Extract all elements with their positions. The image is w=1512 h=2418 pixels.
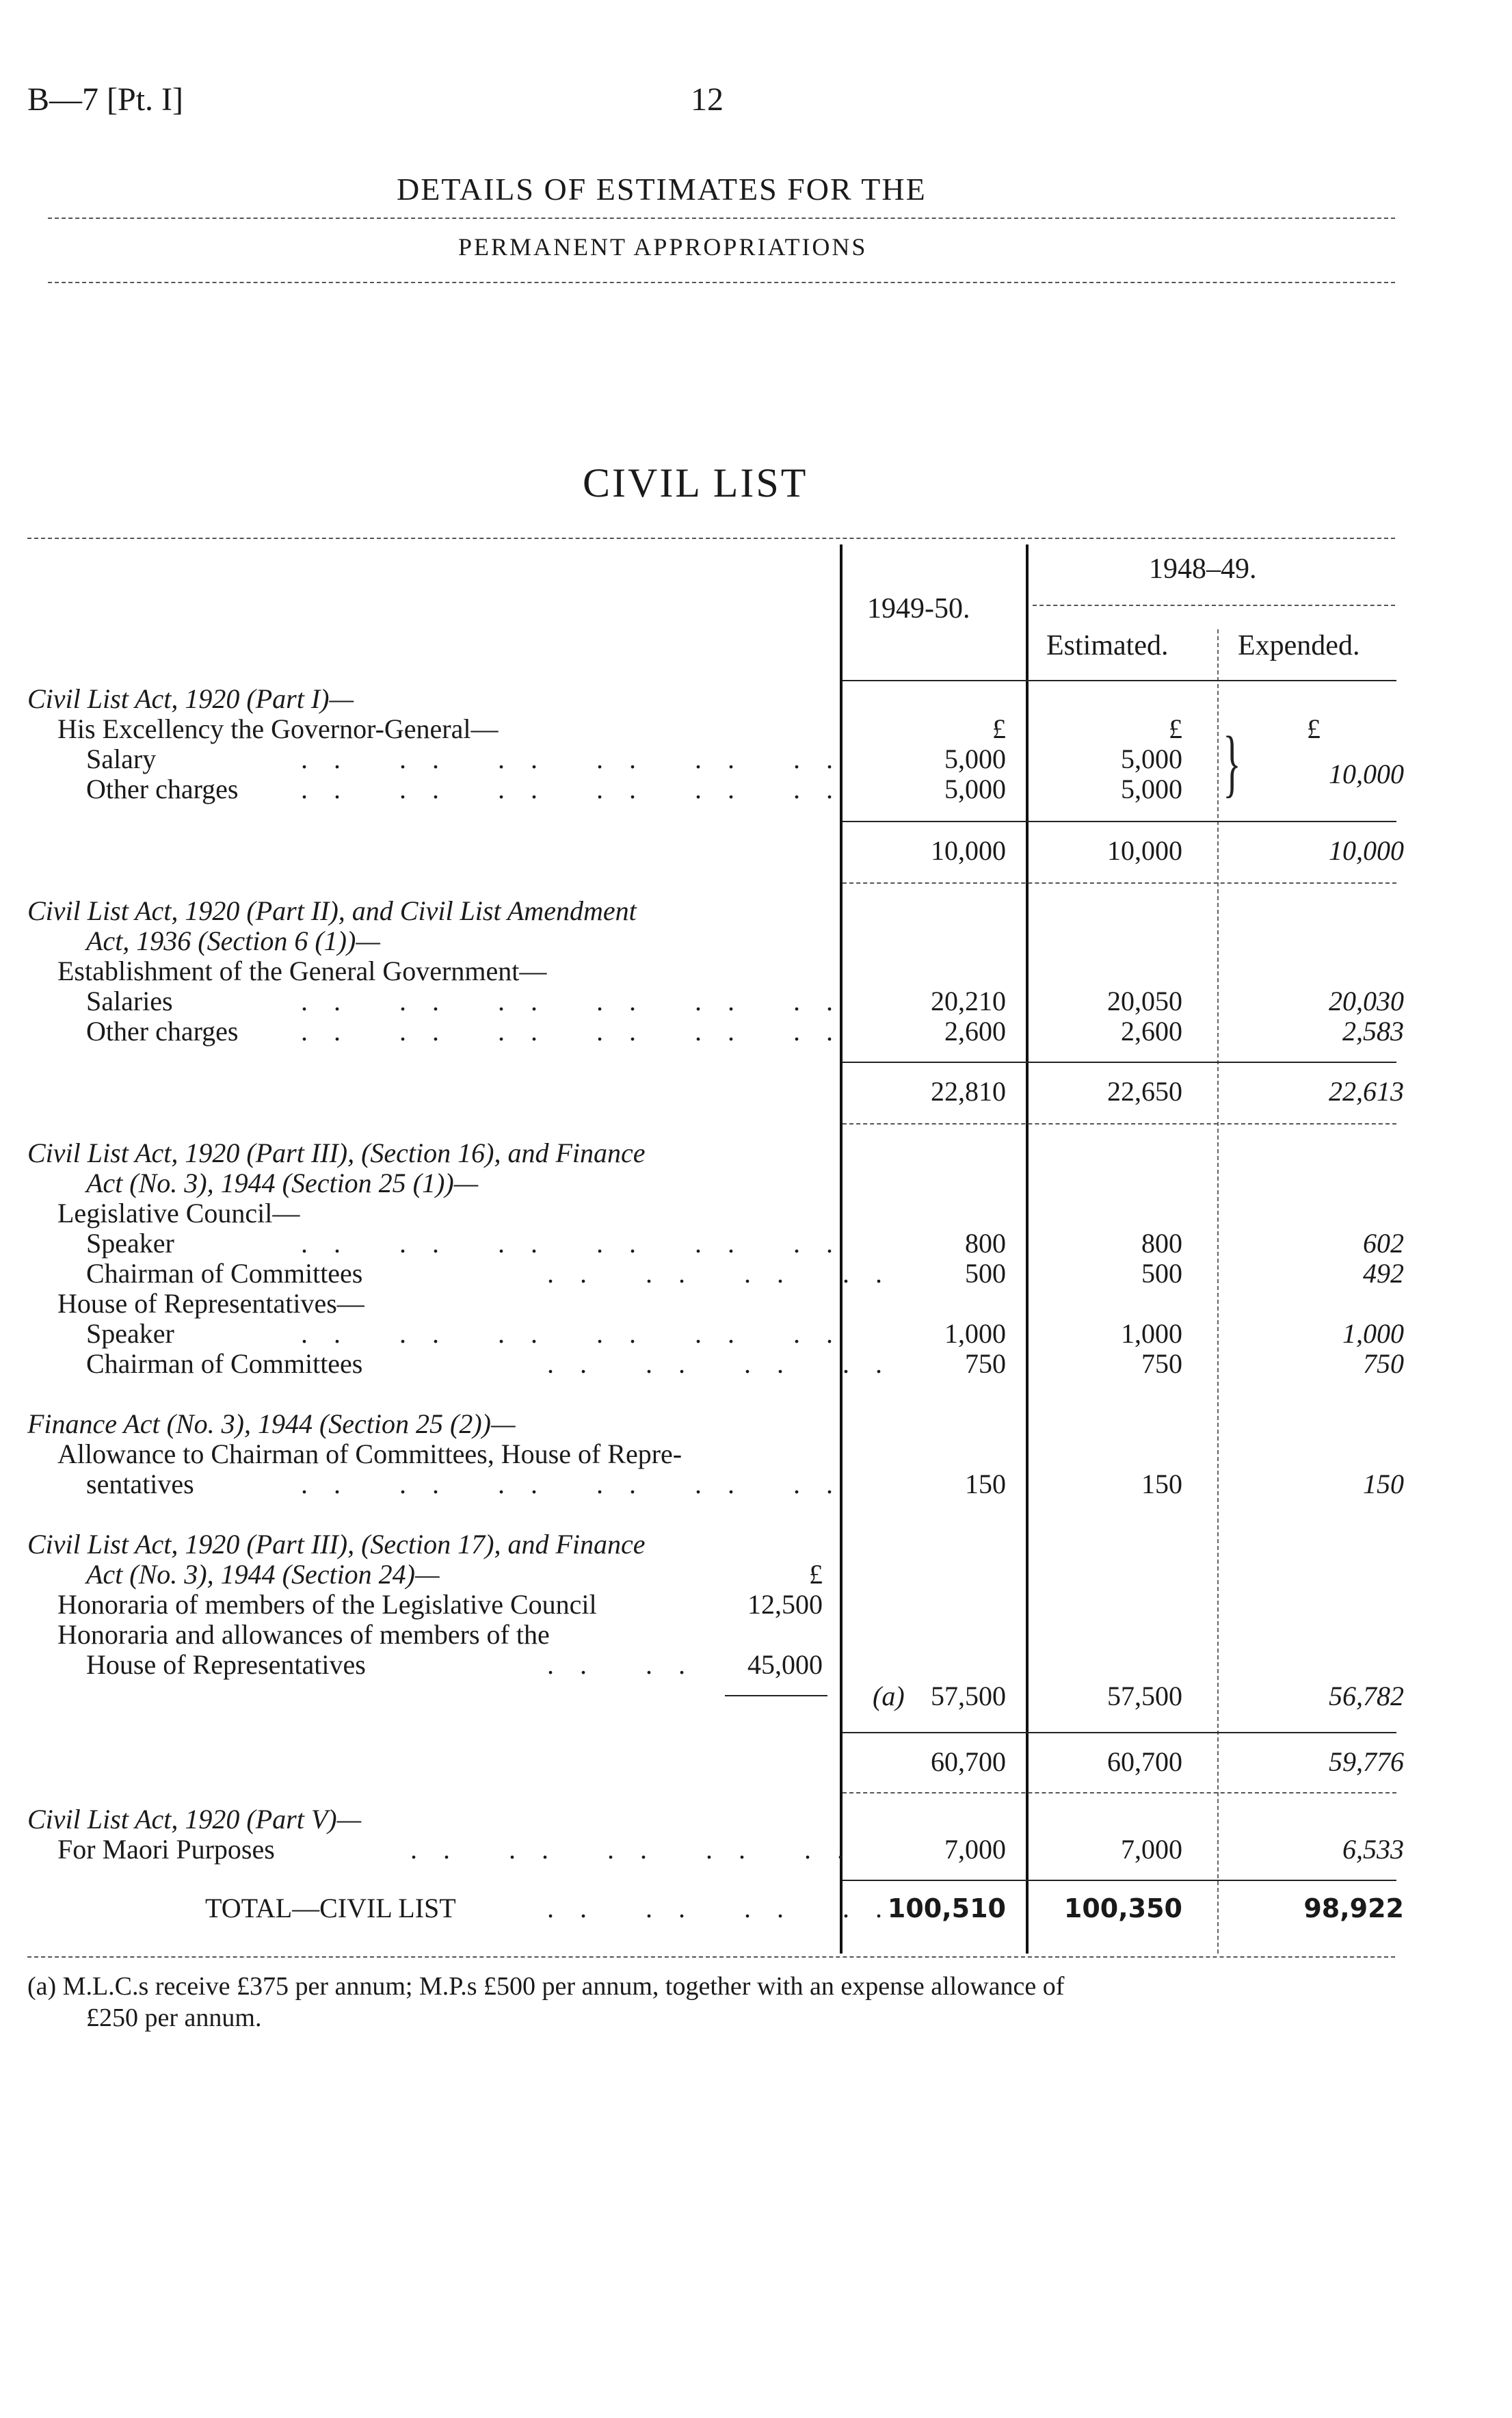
column-divider-2 [1026,544,1029,1954]
title-rule [48,218,1395,219]
section-3-subheading-house: House of Representatives— [57,1288,364,1319]
footnote-marker: (a) [873,1681,905,1711]
subtotal-expended: 22,613 [1329,1076,1404,1107]
subtotal-estimated: 22,650 [1107,1076,1182,1107]
value-1949-50: 150 [965,1469,1006,1499]
subtotal-rule [843,1732,1396,1733]
value-expended: 492 [1363,1258,1404,1289]
leader-dots: .. .. .. .. .. [410,1834,870,1865]
row-label: Salaries [86,986,173,1016]
grand-total-label: TOTAL—CIVIL LIST [205,1893,456,1923]
section-2-heading: Civil List Act, 1920 (Part II), and Civil List Amendment [27,895,637,926]
leader-dots: .. .. .. .. .. .. [301,1469,859,1499]
inner-total-rule [725,1695,827,1696]
value-1949-50: 800 [965,1228,1006,1259]
section-rule [843,1792,1396,1793]
value-expended: 150 [1363,1469,1404,1499]
section-3-subheading-council: Legislative Council— [57,1198,300,1228]
section-4-heading: Finance Act (No. 3), 1944 (Section 25 (2))— [27,1408,516,1439]
value-1949-50: 2,600 [944,1016,1006,1047]
value-1949-50: 20,210 [931,986,1006,1016]
value-1949-50: 5,000 [944,744,1006,774]
grand-total-expended: 98,922 [1303,1893,1404,1923]
section-5-heading: Civil List Act, 1920 (Part III), (Section 17), and Finance [27,1529,646,1560]
currency-inner: £ [809,1559,823,1590]
value-1949-50: 7,000 [944,1834,1006,1865]
header-estimated: Estimated. [1046,630,1169,661]
leader-dots: .. .. [547,1649,711,1680]
value-estimated: 5,000 [1121,774,1182,804]
value-estimated: 20,050 [1107,986,1182,1016]
value-estimated: 500 [1141,1258,1182,1289]
row-label: Chairman of Committees [86,1348,363,1379]
brace-icon: } [1223,721,1241,804]
value-estimated: 800 [1141,1228,1182,1259]
subtotal-estimated: 10,000 [1107,835,1182,866]
grand-total-estimated: 100,350 [1063,1893,1182,1923]
header-year-current: 1949-50. [867,593,970,625]
grand-total-1949-50: 100,510 [887,1893,1006,1923]
page-title: DETAILS OF ESTIMATES FOR THE [397,172,927,207]
section-2-subheading: Establishment of the General Government— [57,956,547,986]
value-expended-combined: 10,000 [1329,759,1404,789]
leader-dots: .. .. .. .. .. .. [301,744,859,774]
row-label: Allowance to Chairman of Committees, House of Repre- [57,1438,682,1469]
inner-amount: 12,500 [747,1589,823,1620]
subtotal-rule [843,821,1396,822]
row-label: Honoraria and allowances of members of the [57,1619,550,1650]
section-rule [843,1123,1396,1125]
row-label-cont: sentatives [86,1469,194,1499]
currency-col3: £ [1307,713,1321,744]
row-label: Honoraria of members of the Legislative Council [57,1589,597,1620]
value-expended: 1,000 [1342,1318,1404,1349]
value-1949-50: 750 [965,1348,1006,1379]
currency-col1: £ [992,713,1006,744]
section-2-heading-cont: Act, 1936 (Section 6 (1))— [86,925,380,956]
row-label: Other charges [86,1016,239,1047]
value-estimated: 7,000 [1121,1834,1182,1865]
row-label: Salary [86,744,157,774]
section-title: CIVIL LIST [583,460,808,505]
footnote-line-2: £250 per annum. [86,2003,262,2032]
value-estimated: 1,000 [1121,1318,1182,1349]
section-3-heading-cont: Act (No. 3), 1944 (Section 25 (1))— [86,1168,479,1198]
header-split-rule [1033,605,1395,606]
header-year-previous: 1948–49. [1149,553,1257,585]
leader-dots: .. .. .. .. .. .. [301,1318,859,1349]
currency-col2: £ [1169,713,1182,744]
row-label: Speaker [86,1228,174,1259]
subtotal-1949-50: 60,700 [931,1746,1006,1777]
leader-dots: .. .. .. .. [547,1893,908,1923]
value-expended: 750 [1363,1348,1404,1379]
page-number: 12 [691,81,724,118]
subtotal-estimated: 60,700 [1107,1746,1182,1777]
leader-dots: .. .. .. .. .. .. [301,1016,859,1047]
column-divider-3 [1217,629,1219,1954]
section-1-heading: Civil List Act, 1920 (Part I)— [27,683,354,714]
section-5-heading-cont: Act (No. 3), 1944 (Section 24)— [86,1559,440,1590]
value-estimated: 2,600 [1121,1016,1182,1047]
document-reference: B—7 [Pt. I] [27,81,183,118]
row-label: For Maori Purposes [57,1834,275,1865]
value-1949-50: 500 [965,1258,1006,1289]
leader-dots: .. .. .. .. .. .. [301,774,859,804]
subtitle-rule [48,282,1395,283]
inner-amount: 45,000 [747,1649,823,1680]
leader-dots: .. .. .. .. [547,1258,908,1289]
row-label: Other charges [86,774,239,804]
leader-dots: .. .. .. .. .. .. [301,1228,859,1259]
subtotal-1949-50: 22,810 [931,1076,1006,1107]
row-label: Speaker [86,1318,174,1349]
subtotal-rule [843,1062,1396,1063]
section-rule [843,882,1396,884]
page-subtitle: PERMANENT APPROPRIATIONS [458,233,868,261]
value-expended: 6,533 [1342,1834,1404,1865]
subtotal-1949-50: 10,000 [931,835,1006,866]
value-1949-50: 57,500 [931,1681,1006,1711]
value-estimated: 150 [1141,1469,1182,1499]
section-3-heading: Civil List Act, 1920 (Part III), (Section 16), and Finance [27,1138,646,1168]
header-expended: Expended. [1238,630,1360,661]
header-bottom-rule [843,680,1396,681]
value-estimated: 750 [1141,1348,1182,1379]
leader-dots: .. .. .. .. .. .. [301,986,859,1016]
subtotal-expended: 59,776 [1329,1746,1404,1777]
section-1-subheading: His Excellency the Governor-General— [57,713,499,744]
section-6-heading: Civil List Act, 1920 (Part V)— [27,1804,362,1835]
subtotal-expended: 10,000 [1329,835,1404,866]
leader-dots: .. .. .. .. [547,1348,908,1379]
value-estimated: 57,500 [1107,1681,1182,1711]
footnote-line-1: (a) M.L.C.s receive £375 per annum; M.P.s £500 per annum, together with an expense allowance of [27,1972,1065,2001]
value-1949-50: 1,000 [944,1318,1006,1349]
value-expended: 602 [1363,1228,1404,1259]
value-expended: 20,030 [1329,986,1404,1016]
value-expended: 2,583 [1342,1016,1404,1047]
grand-total-top-rule [843,1880,1396,1881]
value-estimated: 5,000 [1121,744,1182,774]
row-label-cont: House of Representatives [86,1649,366,1680]
table-top-rule [27,538,1395,539]
value-1949-50: 5,000 [944,774,1006,804]
row-label: Chairman of Committees [86,1258,363,1289]
table-bottom-rule [27,1956,1395,1958]
value-expended: 56,782 [1329,1681,1404,1711]
